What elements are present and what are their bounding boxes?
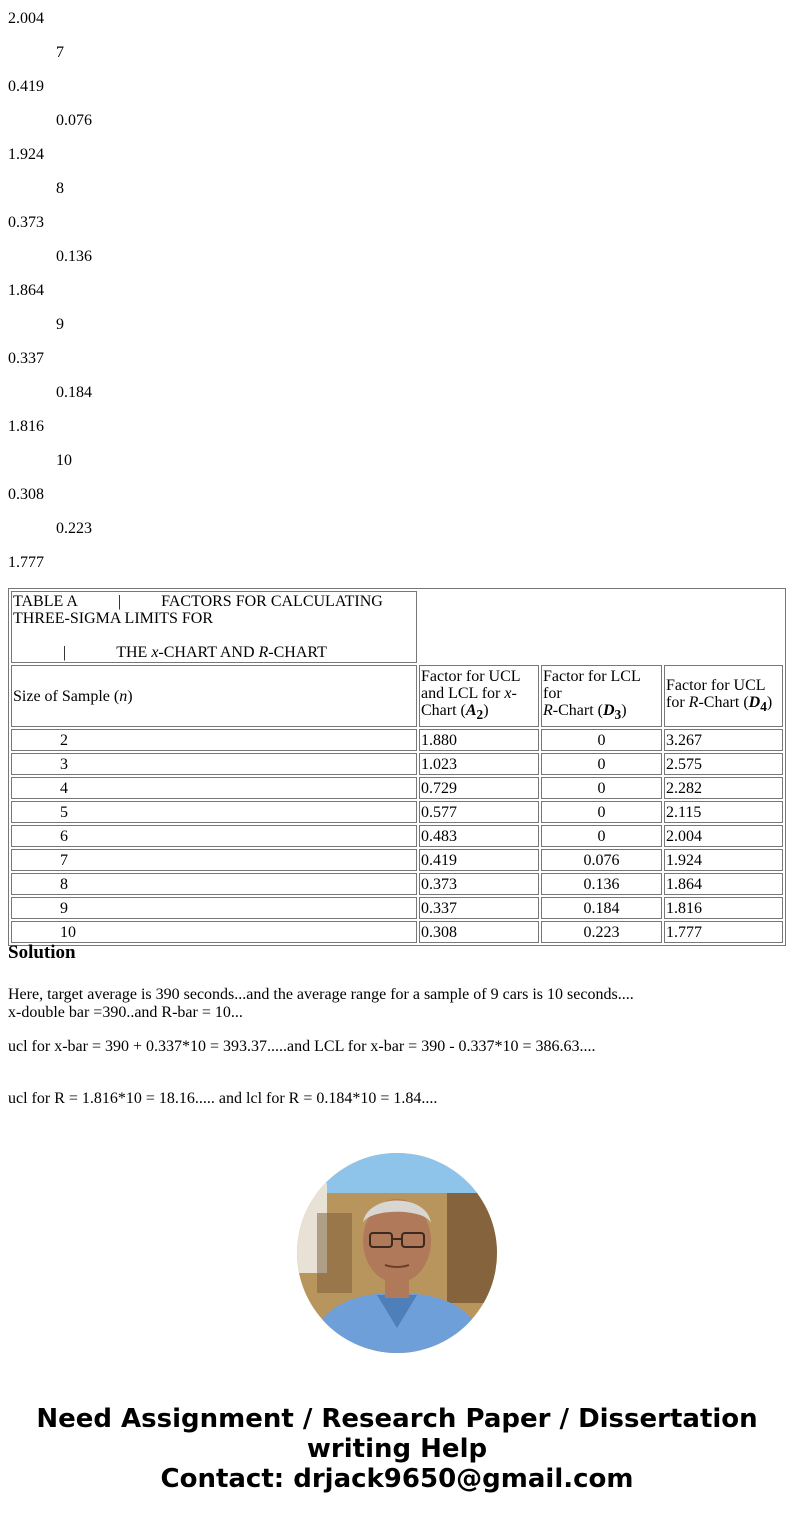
header-d4-tail: -Chart ( (698, 693, 749, 711)
loose-number: 0.136 (56, 248, 92, 265)
table-row (11, 825, 783, 847)
table-title-text: FACTORS FOR CALCULATING THREE-SIGMA LIMITS FOR (13, 593, 383, 627)
sample-size-cell: 8 (11, 873, 417, 895)
sample-size-cell: 5 (11, 801, 417, 823)
header-a2-x-var: x (504, 685, 512, 703)
loose-number: 0.419 (8, 78, 44, 95)
header-d3-subscript: 3 (614, 707, 622, 723)
header-d4-close: ) (766, 693, 773, 711)
table-row (11, 849, 783, 871)
table-body (11, 729, 783, 943)
header-sample-size-close: ) (127, 687, 133, 705)
header-d4 (664, 665, 783, 727)
a2-cell: 0.729 (419, 777, 539, 799)
loose-number: 10 (56, 452, 72, 469)
d3-cell: 0.223 (541, 921, 662, 943)
d4-cell: 1.777 (664, 921, 783, 943)
promo-line-2: writing Help (306, 1434, 488, 1464)
d3-cell: 0.076 (541, 849, 662, 871)
d3-cell: 0 (541, 801, 662, 823)
sample-size-cell: 3 (11, 753, 417, 775)
solution-line-4: ucl for R = 1.816*10 = 18.16..... and lcl for R = 0.184*10 = 1.84.... (8, 1090, 438, 1107)
a2-cell: 1.023 (419, 753, 539, 775)
a2-cell: 0.419 (419, 849, 539, 871)
promo-line-3: Contact: drjack9650@gmail.com (160, 1464, 634, 1494)
table-title-x-var: x (151, 644, 159, 661)
control-chart-factors-table (8, 588, 786, 946)
table-row (11, 801, 783, 823)
solution-line-1: Here, target average is 390 seconds...and the average range for a sample of 9 cars is 10 seconds.... (8, 986, 634, 1003)
promo-banner (0, 1404, 794, 1494)
loose-number: 1.777 (8, 554, 44, 571)
table-title-line2-prefix: THE (116, 644, 152, 661)
a2-cell: 0.373 (419, 873, 539, 895)
table-title-line2-suffix: -CHART (268, 644, 327, 661)
header-a2 (419, 665, 539, 727)
header-d3-tail: -Chart ( (552, 702, 603, 720)
header-d3-close: ) (621, 702, 627, 720)
header-sample-size (11, 665, 417, 727)
d4-cell: 2.004 (664, 825, 783, 847)
table-row (11, 873, 783, 895)
d3-cell: 0 (541, 777, 662, 799)
sample-size-cell: 4 (11, 777, 417, 799)
d3-cell: 0 (541, 729, 662, 751)
solution-line-3: ucl for x-bar = 390 + 0.337*10 = 393.37.....and LCL for x-bar = 390 - 0.337*10 = 386.63.... (8, 1038, 596, 1055)
header-a2-tail: -Chart ( (421, 685, 517, 720)
table-row (11, 753, 783, 775)
sample-size-cell: 7 (11, 849, 417, 871)
a2-cell: 0.337 (419, 897, 539, 919)
table-title-separator-2: | (63, 644, 67, 661)
header-sample-size-text: Size of Sample ( (13, 687, 120, 705)
table-title-r-var: R (258, 644, 269, 661)
d3-cell: 0 (541, 753, 662, 775)
loose-number: 1.864 (8, 282, 44, 299)
loose-number: 1.816 (8, 418, 44, 435)
loose-number: 1.924 (8, 146, 44, 163)
header-d4-symbol: D (748, 693, 761, 711)
header-sample-size-var: n (119, 687, 128, 705)
loose-number: 0.308 (8, 486, 44, 503)
loose-number: 0.373 (8, 214, 44, 231)
loose-number: 0.184 (56, 384, 92, 401)
d4-cell: 2.575 (664, 753, 783, 775)
table-title (11, 591, 417, 663)
header-a2-text: Factor for UCL and LCL for (421, 668, 520, 703)
d4-cell: 3.267 (664, 729, 783, 751)
d4-cell: 1.816 (664, 897, 783, 919)
table-title-spacer (419, 591, 783, 663)
table-header-row (11, 665, 783, 727)
sample-size-cell: 10 (11, 921, 417, 943)
author-photo (297, 1153, 497, 1353)
a2-cell: 1.880 (419, 729, 539, 751)
loose-number: 0.337 (8, 350, 44, 367)
d3-cell: 0.184 (541, 897, 662, 919)
a2-cell: 0.483 (419, 825, 539, 847)
loose-number: 9 (56, 316, 64, 333)
header-d4-text: Factor for UCL for (666, 676, 765, 711)
d4-cell: 1.864 (664, 873, 783, 895)
d4-cell: 2.282 (664, 777, 783, 799)
loose-number: 0.076 (56, 112, 92, 129)
loose-number: 0.223 (56, 520, 92, 537)
table-title-label: TABLE A (13, 593, 78, 610)
table-row (11, 729, 783, 751)
table-row (11, 777, 783, 799)
header-a2-close: ) (483, 702, 489, 720)
header-d4-subscript: 4 (760, 699, 767, 715)
d4-cell: 1.924 (664, 849, 783, 871)
header-a2-subscript: 2 (476, 707, 484, 723)
loose-number: 7 (56, 44, 64, 61)
sample-size-cell: 2 (11, 729, 417, 751)
promo-line-1: Need Assignment / Research Paper / Dissertation (36, 1404, 758, 1434)
sample-size-cell: 6 (11, 825, 417, 847)
header-a2-symbol: A (465, 702, 477, 720)
author-portrait-illustration (297, 1153, 497, 1353)
header-d3 (541, 665, 662, 727)
table-row (11, 921, 783, 943)
header-d3-r-var: R (543, 702, 553, 720)
a2-cell: 0.577 (419, 801, 539, 823)
solution-heading: Solution (8, 942, 76, 963)
table-title-line2-mid: -CHART AND (158, 644, 259, 661)
sample-size-cell: 9 (11, 897, 417, 919)
d3-cell: 0 (541, 825, 662, 847)
table-row (11, 897, 783, 919)
header-d4-r-var: R (688, 693, 699, 711)
loose-number: 2.004 (8, 10, 44, 27)
d4-cell: 2.115 (664, 801, 783, 823)
d3-cell: 0.136 (541, 873, 662, 895)
loose-number: 8 (56, 180, 64, 197)
header-d3-text: Factor for LCL for (543, 668, 641, 703)
a2-cell: 0.308 (419, 921, 539, 943)
header-d3-symbol: D (602, 702, 615, 720)
table-title-separator: | (117, 593, 122, 610)
solution-line-2: x-double bar =390..and R-bar = 10... (8, 1004, 243, 1021)
